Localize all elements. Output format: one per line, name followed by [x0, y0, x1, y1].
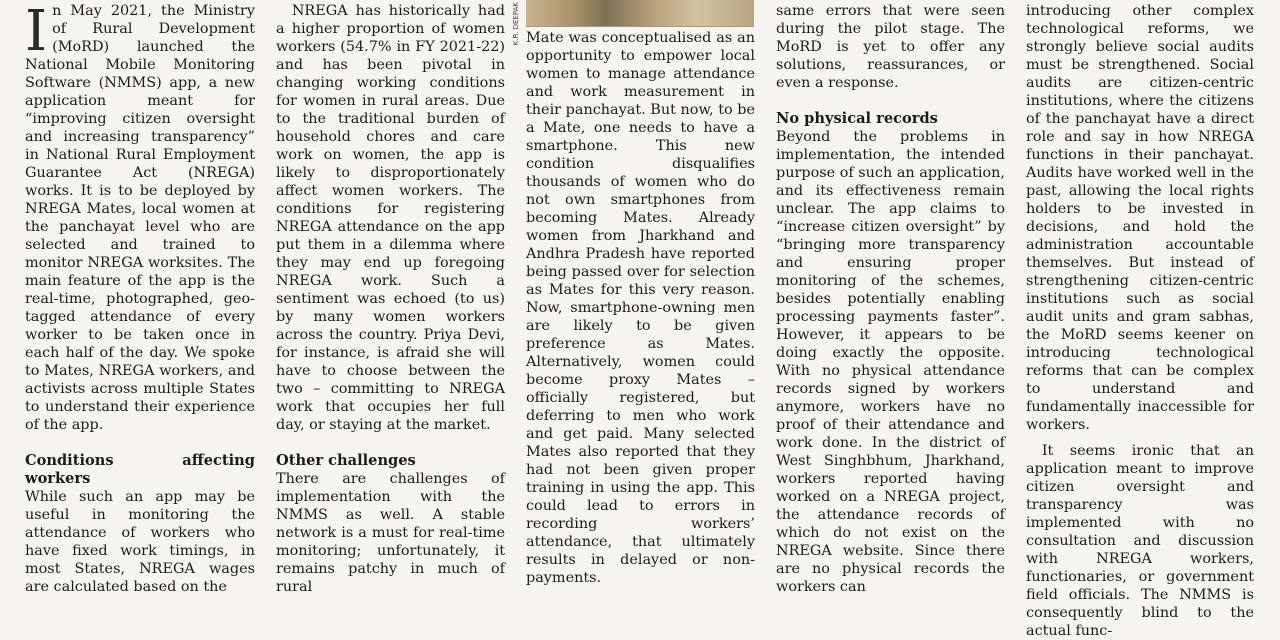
subheading: No physical records: [776, 110, 938, 127]
subheading: Conditions affecting workers: [25, 452, 255, 487]
subheading: Other challenges: [276, 452, 416, 469]
article-column-5: [1026, 0, 1254, 640]
article-column-4: [776, 0, 1005, 596]
paragraph-text: n May 2021, the Ministry of Rural Development (MoRD) launched the National Mobile Monitoring Software (NMMS) app, a new application meant for “improving citizen oversight and increasing transparency” in National Rural Employment Guarantee Act (NREGA) works. It is to be deployed by NREGA Mates, local women at the panchayat level who are selected and trained to monitor NREGA worksites. The main feature of the app is the real-time, photographed, geo-tagged attendance of every worker to be taken once in each half of the day. We spoke to Mates, NREGA workers, and activists across multiple States to understand their experience of the app.: [25, 3, 255, 433]
drop-cap: I: [25, 0, 48, 64]
paragraph: introducing other complex technological reforms, we strongly believe social audits must be strengthened. Social audits are citizen-centric institutions, where the citizens of the panchayat have a direct role and say in how NREGA functions in their panchayat. Audits have worked well in the past, allowing the local rights holders to be invested in decisions, and hold the administration accountable themselves. But instead of strengthening citizen-centric institutions such as social audit units and gram sabhas, the MoRD seems keener on introducing technological reforms that can be complex to understand and fundamentally inaccessible for workers.: [1026, 3, 1254, 433]
paragraph: same errors that were seen during the pilot stage. The MoRD is yet to offer any solutions, reassurances, or even a response.: [776, 3, 1005, 91]
paragraph: [25, 2, 255, 434]
paragraph: Mate was conceptualised as an opportunity to empower local women to manage attendance and work measurement in their panchayat. But now, to be a Mate, one needs to have a smartphone. This new condition disqualifies thousands of women who do not own smartphones from becoming Mates. Already women from Jharkhand and Andhra Pradesh have reported being passed over for selection as Mates for this very reason. Now, smartphone-owning men are likely to be given preference as Mates. Alternatively, women could become proxy Mates – officially registered, but deferring to men who work and get paid. Many selected Mates also reported that they had not been given proper training in using the app. This could lead to errors in recording workers’ attendance, that ultimately results in delayed or non-payments.: [526, 30, 755, 586]
article-column-3: [526, 29, 755, 587]
paragraph: While such an app may be useful in monitoring the attendance of workers who have fixed work timings, in most States, NREGA wages are calculated based on the: [25, 489, 255, 595]
article-column-1: [25, 0, 255, 596]
paragraph: It seems ironic that an application meant to improve citizen oversight and transparency was implemented with no consultation and discussion with NREGA workers, functionaries, or government field officials. The NMMS is consequently blind to the actual func-: [1026, 443, 1254, 639]
photo-credit: K.R. DEEPAK: [512, 2, 520, 46]
paragraph: Beyond the problems in implementation, the intended purpose of such an application, and its effectiveness remain unclear. The app claims to “increase citizen oversight” by “bringing more transparency and ensuring proper monitoring of the schemes, besides potentially enabling processing payments faster”. However, it appears to be doing exactly the opposite. With no physical attendance records signed by workers anymore, workers have no proof of their attendance and work done. In the district of West Singhbhum, Jharkhand, workers reported having worked on a NREGA project, the attendance records of which do not exist on the NREGA website. Since there are no physical records the workers can: [776, 129, 1005, 595]
paragraph: There are challenges of implementation with the NMMS as well. A stable network is a must for real-time monitoring; unfortunately, it remains patchy in much of rural: [276, 471, 505, 595]
article-column-2: [276, 0, 505, 596]
article-photo: [526, 0, 754, 27]
paragraph: NREGA has historically had a higher proportion of women workers (54.7% in FY 2021-22) and has been pivotal in changing working conditions for women in rural areas. Due to the traditional burden of household chores and care work on women, the app is likely to disproportionately affect women workers. The conditions for registering NREGA attendance on the app put them in a dilemma where they may end up foregoing NREGA work. Such a sentiment was echoed (to us) by many women workers across the country. Priya Devi, for instance, is afraid she will have to choose between the two – committing to NREGA work that occupies her full day, or staying at the market.: [276, 3, 505, 433]
